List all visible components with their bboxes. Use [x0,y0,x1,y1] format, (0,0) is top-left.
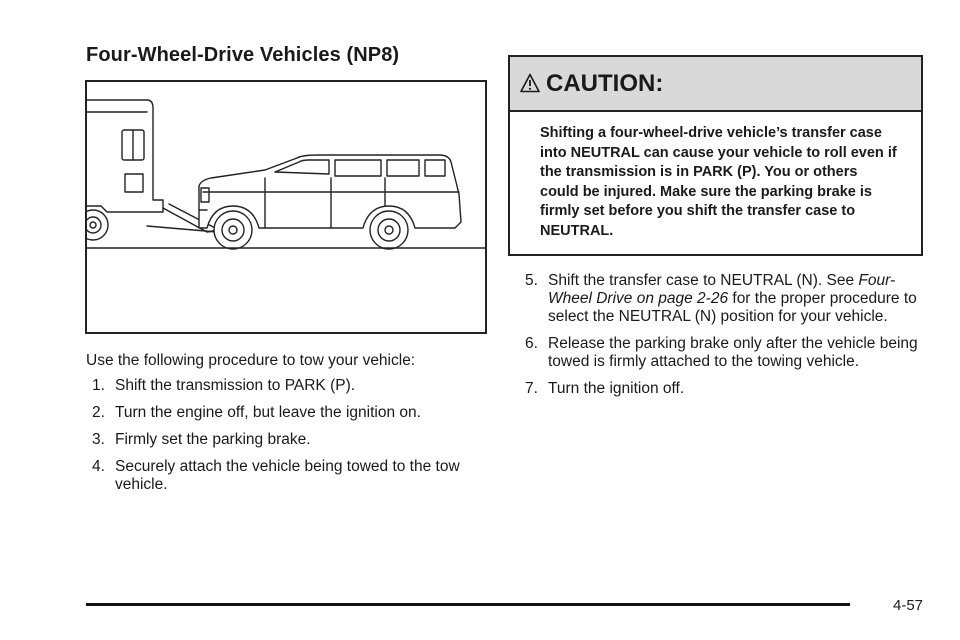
section-heading: Four-Wheel-Drive Vehicles (NP8) [86,44,400,66]
list-item: 2. Turn the engine off, but leave the ignition on. [92,404,421,421]
footer-rule [86,603,850,606]
page-number: 4-57 [893,597,924,614]
list-item: 3. Firmly set the parking brake. [92,431,311,448]
steps-list-right [525,272,920,407]
warning-triangle-icon [520,73,540,93]
intro-text: Use the following procedure to tow your vehicle: [86,352,416,369]
list-item: 7. Turn the ignition off. [525,380,685,397]
list-item: 1. Shift the transmission to PARK (P). [92,377,356,394]
towed-vehicle-drawing [87,82,485,332]
list-item: 5. Shift the transfer case to NEUTRAL (N). See Four-Wheel Drive on page 2-26 for the proper procedure to select the NEUTRAL (N) position for your vehicle. [525,272,917,325]
list-item: 6. Release the parking brake only after the vehicle being towed is firmly attached to the towing vehicle. [525,335,918,370]
towing-illustration [85,80,487,334]
list-item: 4. Securely attach the vehicle being towed to the tow vehicle. [92,458,460,493]
caution-title: CAUTION: [546,69,664,97]
caution-header [510,57,921,112]
cross-reference-link[interactable]: Four-Wheel Drive on page 2-26 [548,272,896,307]
steps-list-left [92,377,482,503]
caution-box [508,55,923,256]
caution-text: Shifting a four-wheel-drive vehicle’s transfer case into NEUTRAL can cause your vehicle to roll even if the transmission is in PARK (P). You or others could be injured. Make sure the parking brake is firmly set before you shift the transfer case to NEUTRAL. [540,125,897,239]
